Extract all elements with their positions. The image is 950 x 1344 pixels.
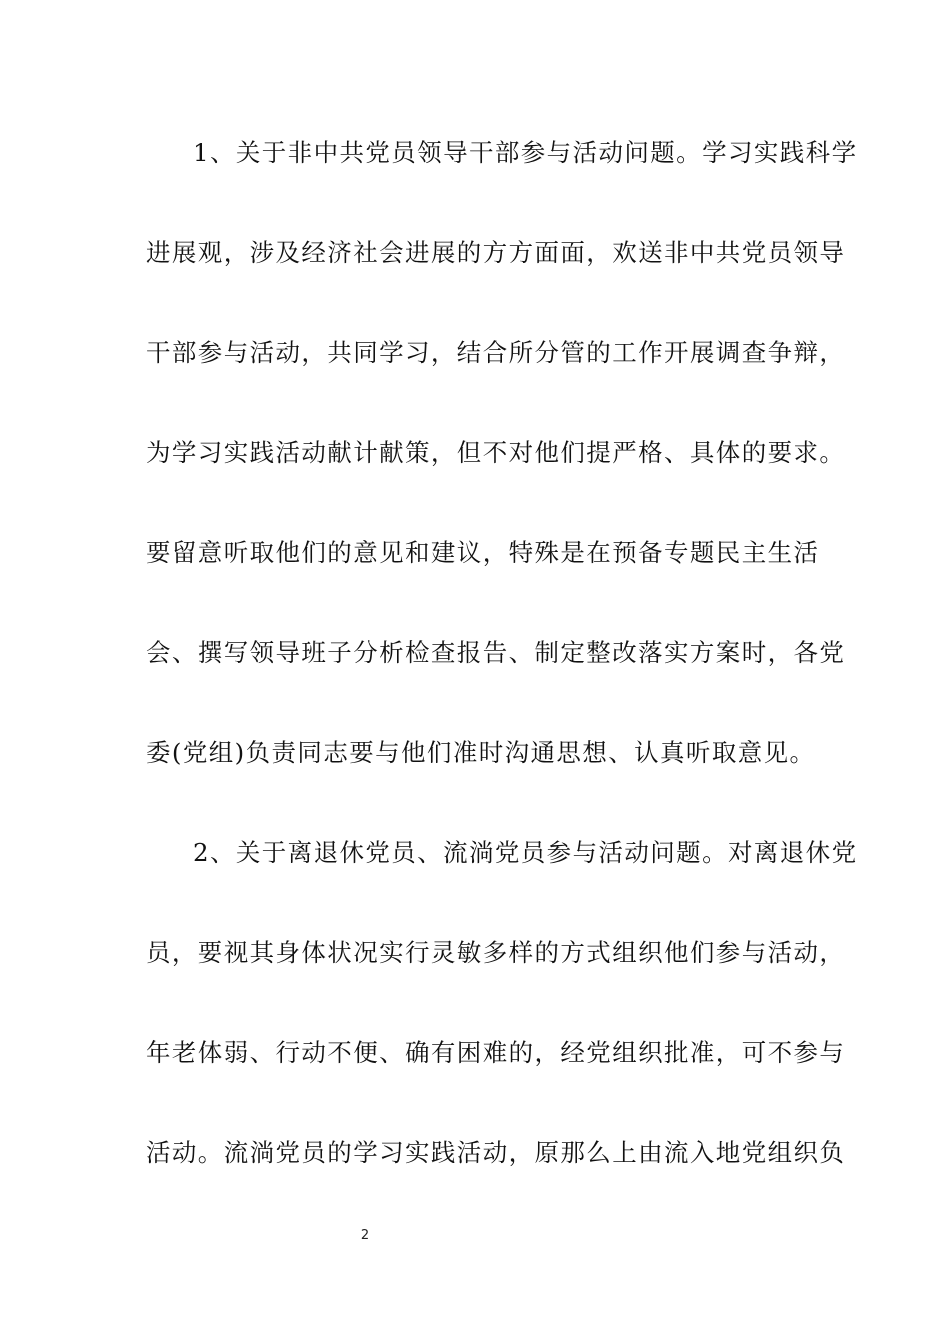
paragraph-1-line-6: 会、撰写领导班子分析检查报告、制定整改落实方案时，各党: [146, 638, 846, 667]
paragraph-1-line-3: 干部参与活动，共同学习，结合所分管的工作开展调查争辩，: [146, 338, 846, 367]
paragraph-1-line-2: 进展观，涉及经济社会进展的方方面面，欢送非中共党员领导: [146, 238, 846, 267]
paragraph-1-line-4: 为学习实践活动献计献策，但不对他们提严格、具体的要求。: [146, 438, 846, 467]
paragraph-2-line-3: 年老体弱、行动不便、确有困难的，经党组织批准，可不参与: [146, 1038, 846, 1067]
paragraph-1-line-1: 1、关于非中共党员领导干部参与活动问题。学习实践科学: [193, 138, 858, 167]
paragraph-1-line-7: 委(党组)负责同志要与他们准时沟通思想、认真听取意见。: [146, 738, 816, 767]
paragraph-2-line-4: 活动。流淌党员的学习实践活动，原那么上由流入地党组织负: [146, 1138, 846, 1167]
paragraph-2-line-1: 2、关于离退休党员、流淌党员参与活动问题。对离退休党: [193, 838, 858, 867]
paragraph-2-line-2: 员，要视其身体状况实行灵敏多样的方式组织他们参与活动，: [146, 938, 846, 967]
paragraph-1-line-5: 要留意听取他们的意见和建议，特殊是在预备专题民主生活: [146, 538, 820, 567]
page-number: 2: [360, 1228, 370, 1243]
